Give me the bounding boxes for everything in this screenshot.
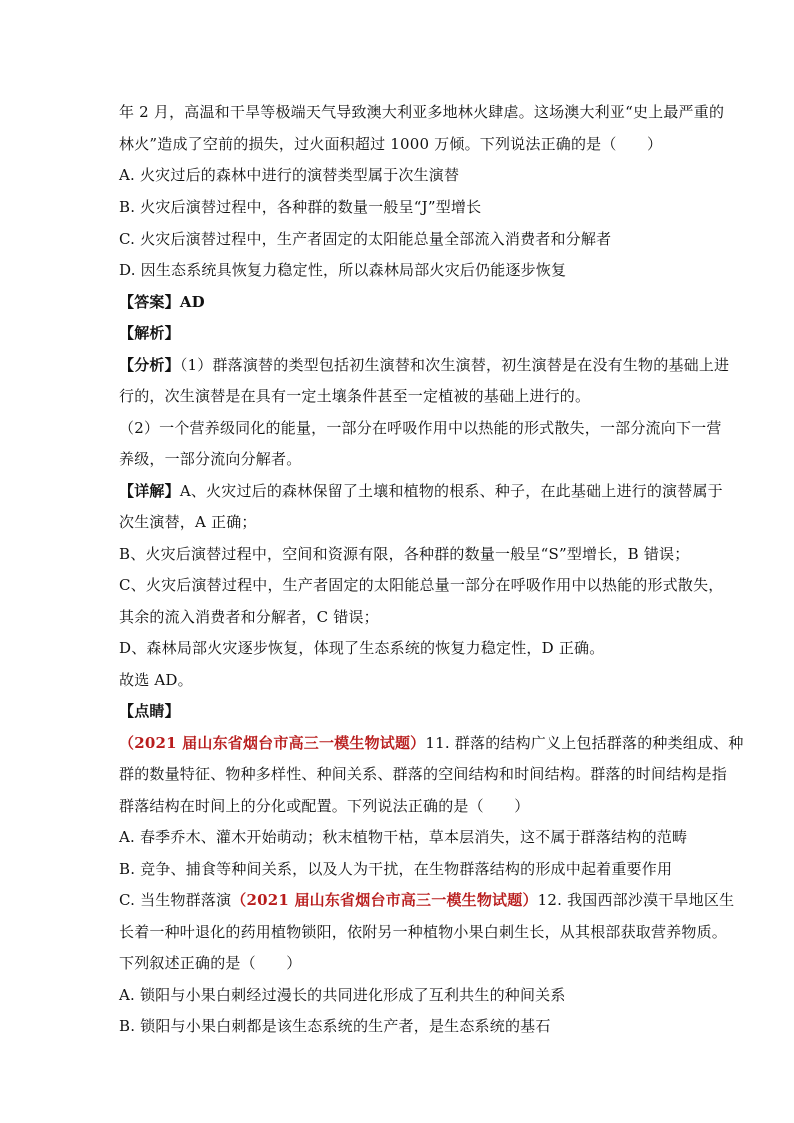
q11-q12-merged-line xyxy=(119,889,734,911)
answer-value: AD xyxy=(179,293,205,311)
xiangjie-label: 【详解】 xyxy=(119,482,180,500)
q11-stem-line-3: 群落结构在时间上的分化或配置。下列说法正确的是（ ） xyxy=(119,797,530,815)
q10-option-d: D. 因生态系统具恢复力稳定性，所以森林局部火灾后仍能逐步恢复 xyxy=(119,261,567,279)
q10-option-a: A. 火灾过后的森林中进行的演替类型属于次生演替 xyxy=(119,166,460,184)
conclusion-line: 故选 AD。 xyxy=(119,671,193,689)
q11-option-b: B. 竞争、捕食等种间关系，以及人为干扰，在生物群落结构的形成中起着重要作用 xyxy=(119,860,673,878)
q10-option-c: C. 火灾后演替过程中，生产者固定的太阳能总量全部流入消费者和分解者 xyxy=(119,230,612,248)
xiangjie-line-4: C、火灾后演替过程中，生产者固定的太阳能总量一部分在呼吸作用中以热能的形式散失， xyxy=(119,576,724,594)
fenxi-line-4: 养级，一部分流向分解者。 xyxy=(119,450,302,468)
q12-option-a: A. 锁阳与小果白刺经过漫长的共同进化形成了互利共生的种间关系 xyxy=(119,986,566,1004)
q11-stem-line-2: 群的数量特征、物种多样性、种间关系、群落的空间结构和时间结构。群落的时间结构是指 xyxy=(119,765,728,783)
dianjing-label: 【点睛】 xyxy=(119,702,180,720)
q10-stem-line-1: 年 2 月，高温和干旱等极端天气导致澳大利亚多地林火肆虐。这场澳大利亚“史上最严重的 xyxy=(119,103,725,121)
fenxi-text-1: （1）群落演替的类型包括初生演替和次生演替，初生演替是在没有生物的基础上进 xyxy=(179,356,730,374)
q12-stem-line-2: 长着一种叶退化的药用植物锁阳，依附另一种植物小果白刺生长，从其根部获取营养物质。 xyxy=(119,923,728,941)
q10-option-b: B. 火灾后演替过程中，各种群的数量一般呈“J”型增长 xyxy=(119,198,482,216)
xiangjie-line-6: D、森林局部火灾逐步恢复，体现了生态系统的恢复力稳定性，D 正确。 xyxy=(119,639,605,657)
q11-option-c-start: C. 当生物群落演 xyxy=(119,891,232,909)
q12-option-b: B. 锁阳与小果白刺都是该生态系统的生产者，是生态系统的基石 xyxy=(119,1017,551,1035)
q11-stem-text-1: 11. 群落的结构广义上包括群落的种类组成、种 xyxy=(425,734,744,752)
q12-source: （2021 届山东省烟台市高三一模生物试题） xyxy=(231,891,538,909)
xiangjie-line-2: 次生演替，A 正确； xyxy=(119,513,257,531)
answer-label: 【答案】 xyxy=(119,293,180,311)
fenxi-label: 【分析】 xyxy=(119,356,180,374)
q11-source: （2021 届山东省烟台市高三一模生物试题） xyxy=(119,734,426,752)
q12-stem-line-3: 下列叙述正确的是（ ） xyxy=(119,954,302,972)
xiangjie-line-3: B、火灾后演替过程中，空间和资源有限，各种群的数量一般呈“S”型增长，B 错误； xyxy=(119,545,690,563)
xiangjie-line-5: 其余的流入消费者和分解者，C 错误； xyxy=(119,608,379,626)
fenxi-line-1 xyxy=(119,354,729,376)
xiangjie-line-1 xyxy=(119,480,723,502)
q10-stem-line-2: 林火”造成了空前的损失，过火面积超过 1000 万倾。下列说法正确的是（ ） xyxy=(119,135,663,153)
xiangjie-text-1: A、火灾过后的森林保留了土壤和植物的根系、种子，在此基础上进行的演替属于 xyxy=(179,482,723,500)
answer-line xyxy=(119,291,205,313)
fenxi-line-2: 行的，次生演替是在具有一定土壤条件甚至一定植被的基础上进行的。 xyxy=(119,387,591,405)
q12-stem-text-1: 12. 我国西部沙漠干旱地区生 xyxy=(537,891,735,909)
fenxi-line-3: （2）一个营养级同化的能量，一部分在呼吸作用中以热能的形式散失，一部分流向下一营 xyxy=(119,419,722,437)
q11-option-a: A. 春季乔木、灌木开始萌动；秋末植物干枯，草本层消失，这不属于群落结构的范畴 xyxy=(119,828,688,846)
analysis-label: 【解析】 xyxy=(119,324,180,342)
q11-stem-line-1 xyxy=(119,732,744,754)
